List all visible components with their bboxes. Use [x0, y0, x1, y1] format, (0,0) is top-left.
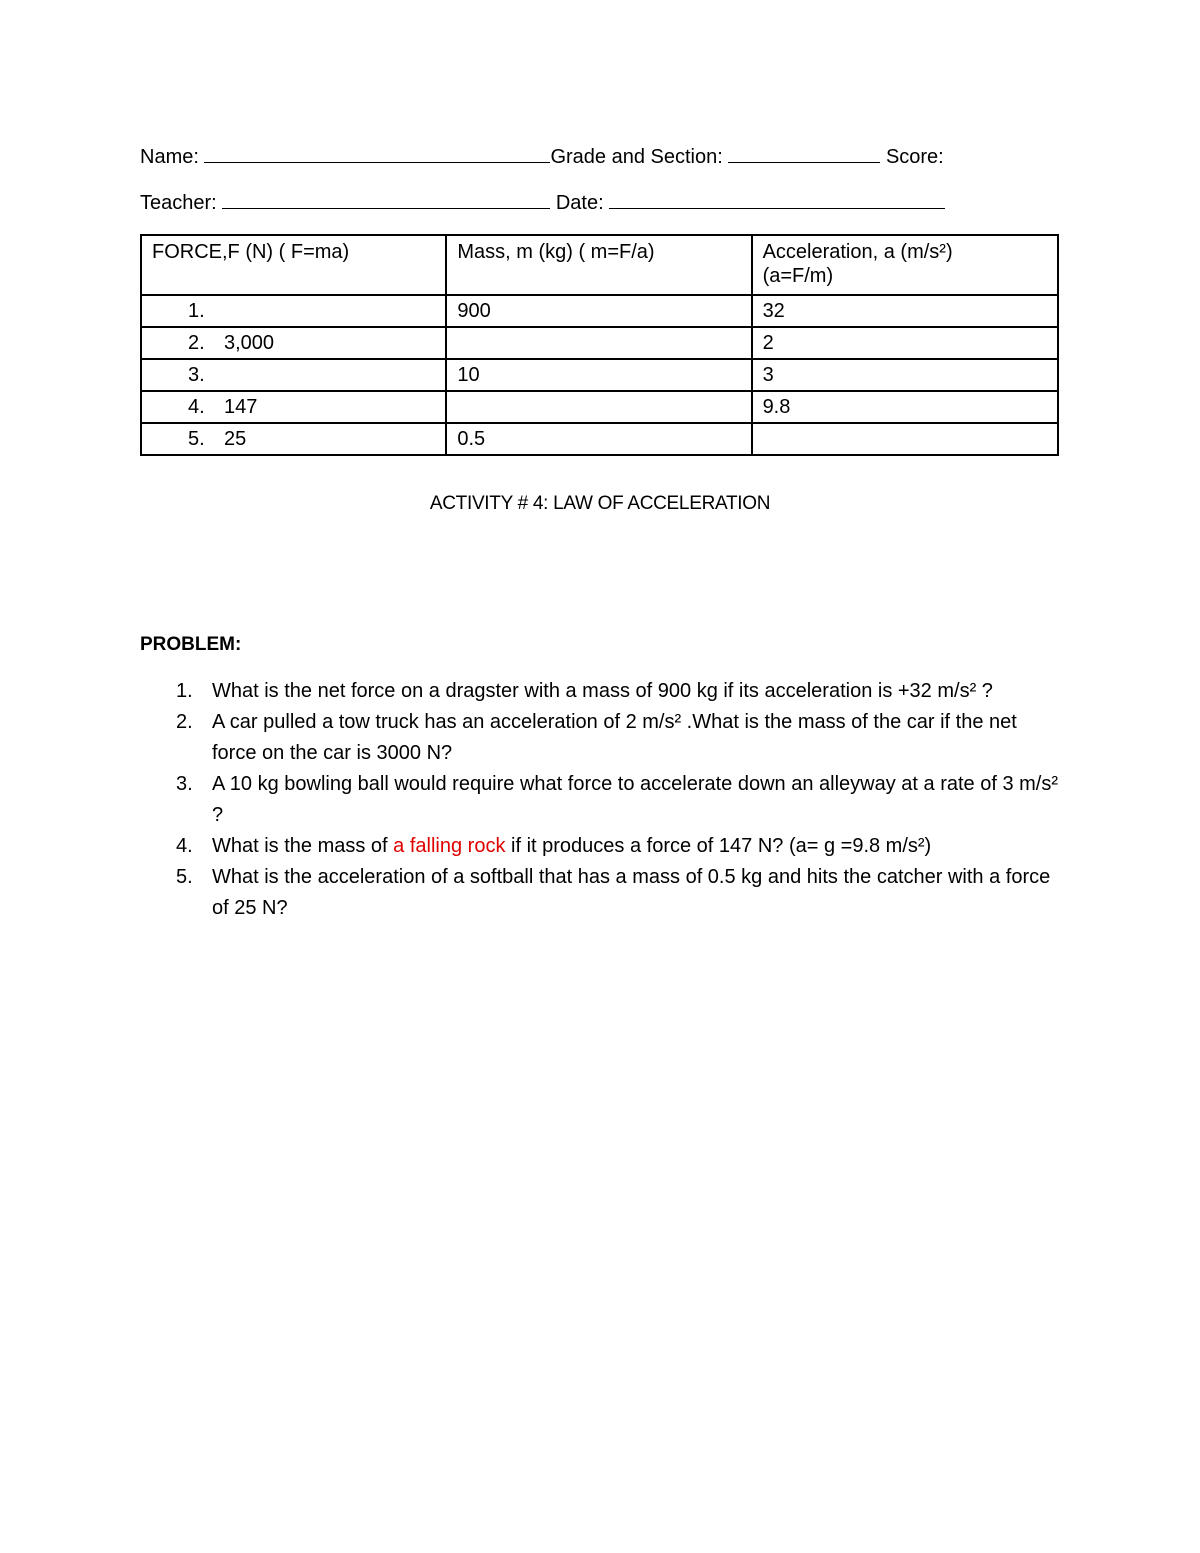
table-row: [141, 423, 1058, 455]
table-row: [141, 327, 1058, 359]
problem-number: 3.: [176, 773, 193, 795]
force-cell[interactable]: [141, 359, 446, 391]
mass-cell[interactable]: [446, 391, 751, 423]
problem-text: A car pulled a tow truck has an acceleration of 2 m/s² .What is the mass of the car if the net force on the car is 3000 N?: [212, 711, 1017, 764]
header-acceleration-line1: Acceleration, a (m/s²): [762, 241, 953, 263]
list-item: [140, 831, 1060, 862]
grade-section-field[interactable]: [728, 144, 880, 163]
mass-cell[interactable]: 900: [446, 295, 751, 327]
force-value: 25: [224, 428, 247, 450]
teacher-label: Teacher:: [140, 192, 217, 214]
header-acceleration-line2: (a=F/m): [762, 265, 834, 287]
acceleration-cell[interactable]: 3: [752, 359, 1058, 391]
date-label: Date:: [555, 192, 604, 214]
row-number: 3.: [188, 364, 205, 386]
row-number: 1.: [188, 300, 205, 322]
force-value: 3,000: [224, 332, 275, 354]
mass-cell[interactable]: 0.5: [446, 423, 751, 455]
acceleration-cell[interactable]: 2: [752, 327, 1058, 359]
problem-text: What is the acceleration of a softball that has a mass of 0.5 kg and hits the catcher with a force of 25 N?: [212, 866, 1051, 919]
table-row: [141, 359, 1058, 391]
problem-list: [140, 676, 1060, 924]
table-row: [141, 295, 1058, 327]
header-mass: Mass, m (kg) ( m=F/a): [446, 235, 751, 295]
grade-label: Grade and Section:: [550, 146, 723, 168]
problem-number: 1.: [176, 680, 193, 702]
list-item: [140, 676, 1060, 707]
name-label: Name:: [140, 146, 199, 168]
header-line-1: [140, 144, 944, 169]
problem-text-after: if it produces a force of 147 N? (a= g =9.8 m/s²): [505, 835, 932, 857]
problem-text: A 10 kg bowling ball would require what force to accelerate down an alleyway at a rate of 3 m/s² ?: [212, 773, 1059, 826]
force-cell[interactable]: [141, 295, 446, 327]
table-row: [141, 391, 1058, 423]
force-mass-acceleration-table: [140, 234, 1059, 456]
problem-number: 4.: [176, 835, 193, 857]
header-line-2: [140, 190, 945, 215]
header-force: FORCE,F (N) ( F=ma): [141, 235, 446, 295]
force-value: 147: [224, 396, 258, 418]
problem-heading: PROBLEM:: [140, 634, 242, 655]
list-item: [140, 769, 1060, 831]
force-cell[interactable]: [141, 327, 446, 359]
header-acceleration: [752, 235, 1058, 295]
force-cell[interactable]: [141, 423, 446, 455]
highlighted-text: a falling rock: [393, 835, 506, 857]
name-field[interactable]: [204, 144, 550, 163]
mass-cell[interactable]: [446, 327, 751, 359]
score-label: Score:: [885, 146, 944, 168]
problem-text-before: What is the mass of: [212, 835, 394, 857]
row-number: 2.: [188, 332, 205, 354]
table-header-row: [141, 235, 1058, 295]
problem-number: 5.: [176, 866, 193, 888]
acceleration-cell[interactable]: [752, 423, 1058, 455]
teacher-field[interactable]: [222, 190, 550, 209]
row-number: 5.: [188, 428, 205, 450]
force-cell[interactable]: [141, 391, 446, 423]
mass-cell[interactable]: 10: [446, 359, 751, 391]
acceleration-cell[interactable]: 32: [752, 295, 1058, 327]
date-field[interactable]: [609, 190, 945, 209]
row-number: 4.: [188, 396, 205, 418]
activity-title: ACTIVITY # 4: LAW OF ACCELERATION: [429, 493, 771, 514]
problem-text: What is the net force on a dragster with a mass of 900 kg if its acceleration is +32 m/s² ?: [212, 680, 993, 702]
problem-number: 2.: [176, 711, 193, 733]
acceleration-cell[interactable]: 9.8: [752, 391, 1058, 423]
list-item: [140, 707, 1060, 769]
list-item: [140, 862, 1060, 924]
